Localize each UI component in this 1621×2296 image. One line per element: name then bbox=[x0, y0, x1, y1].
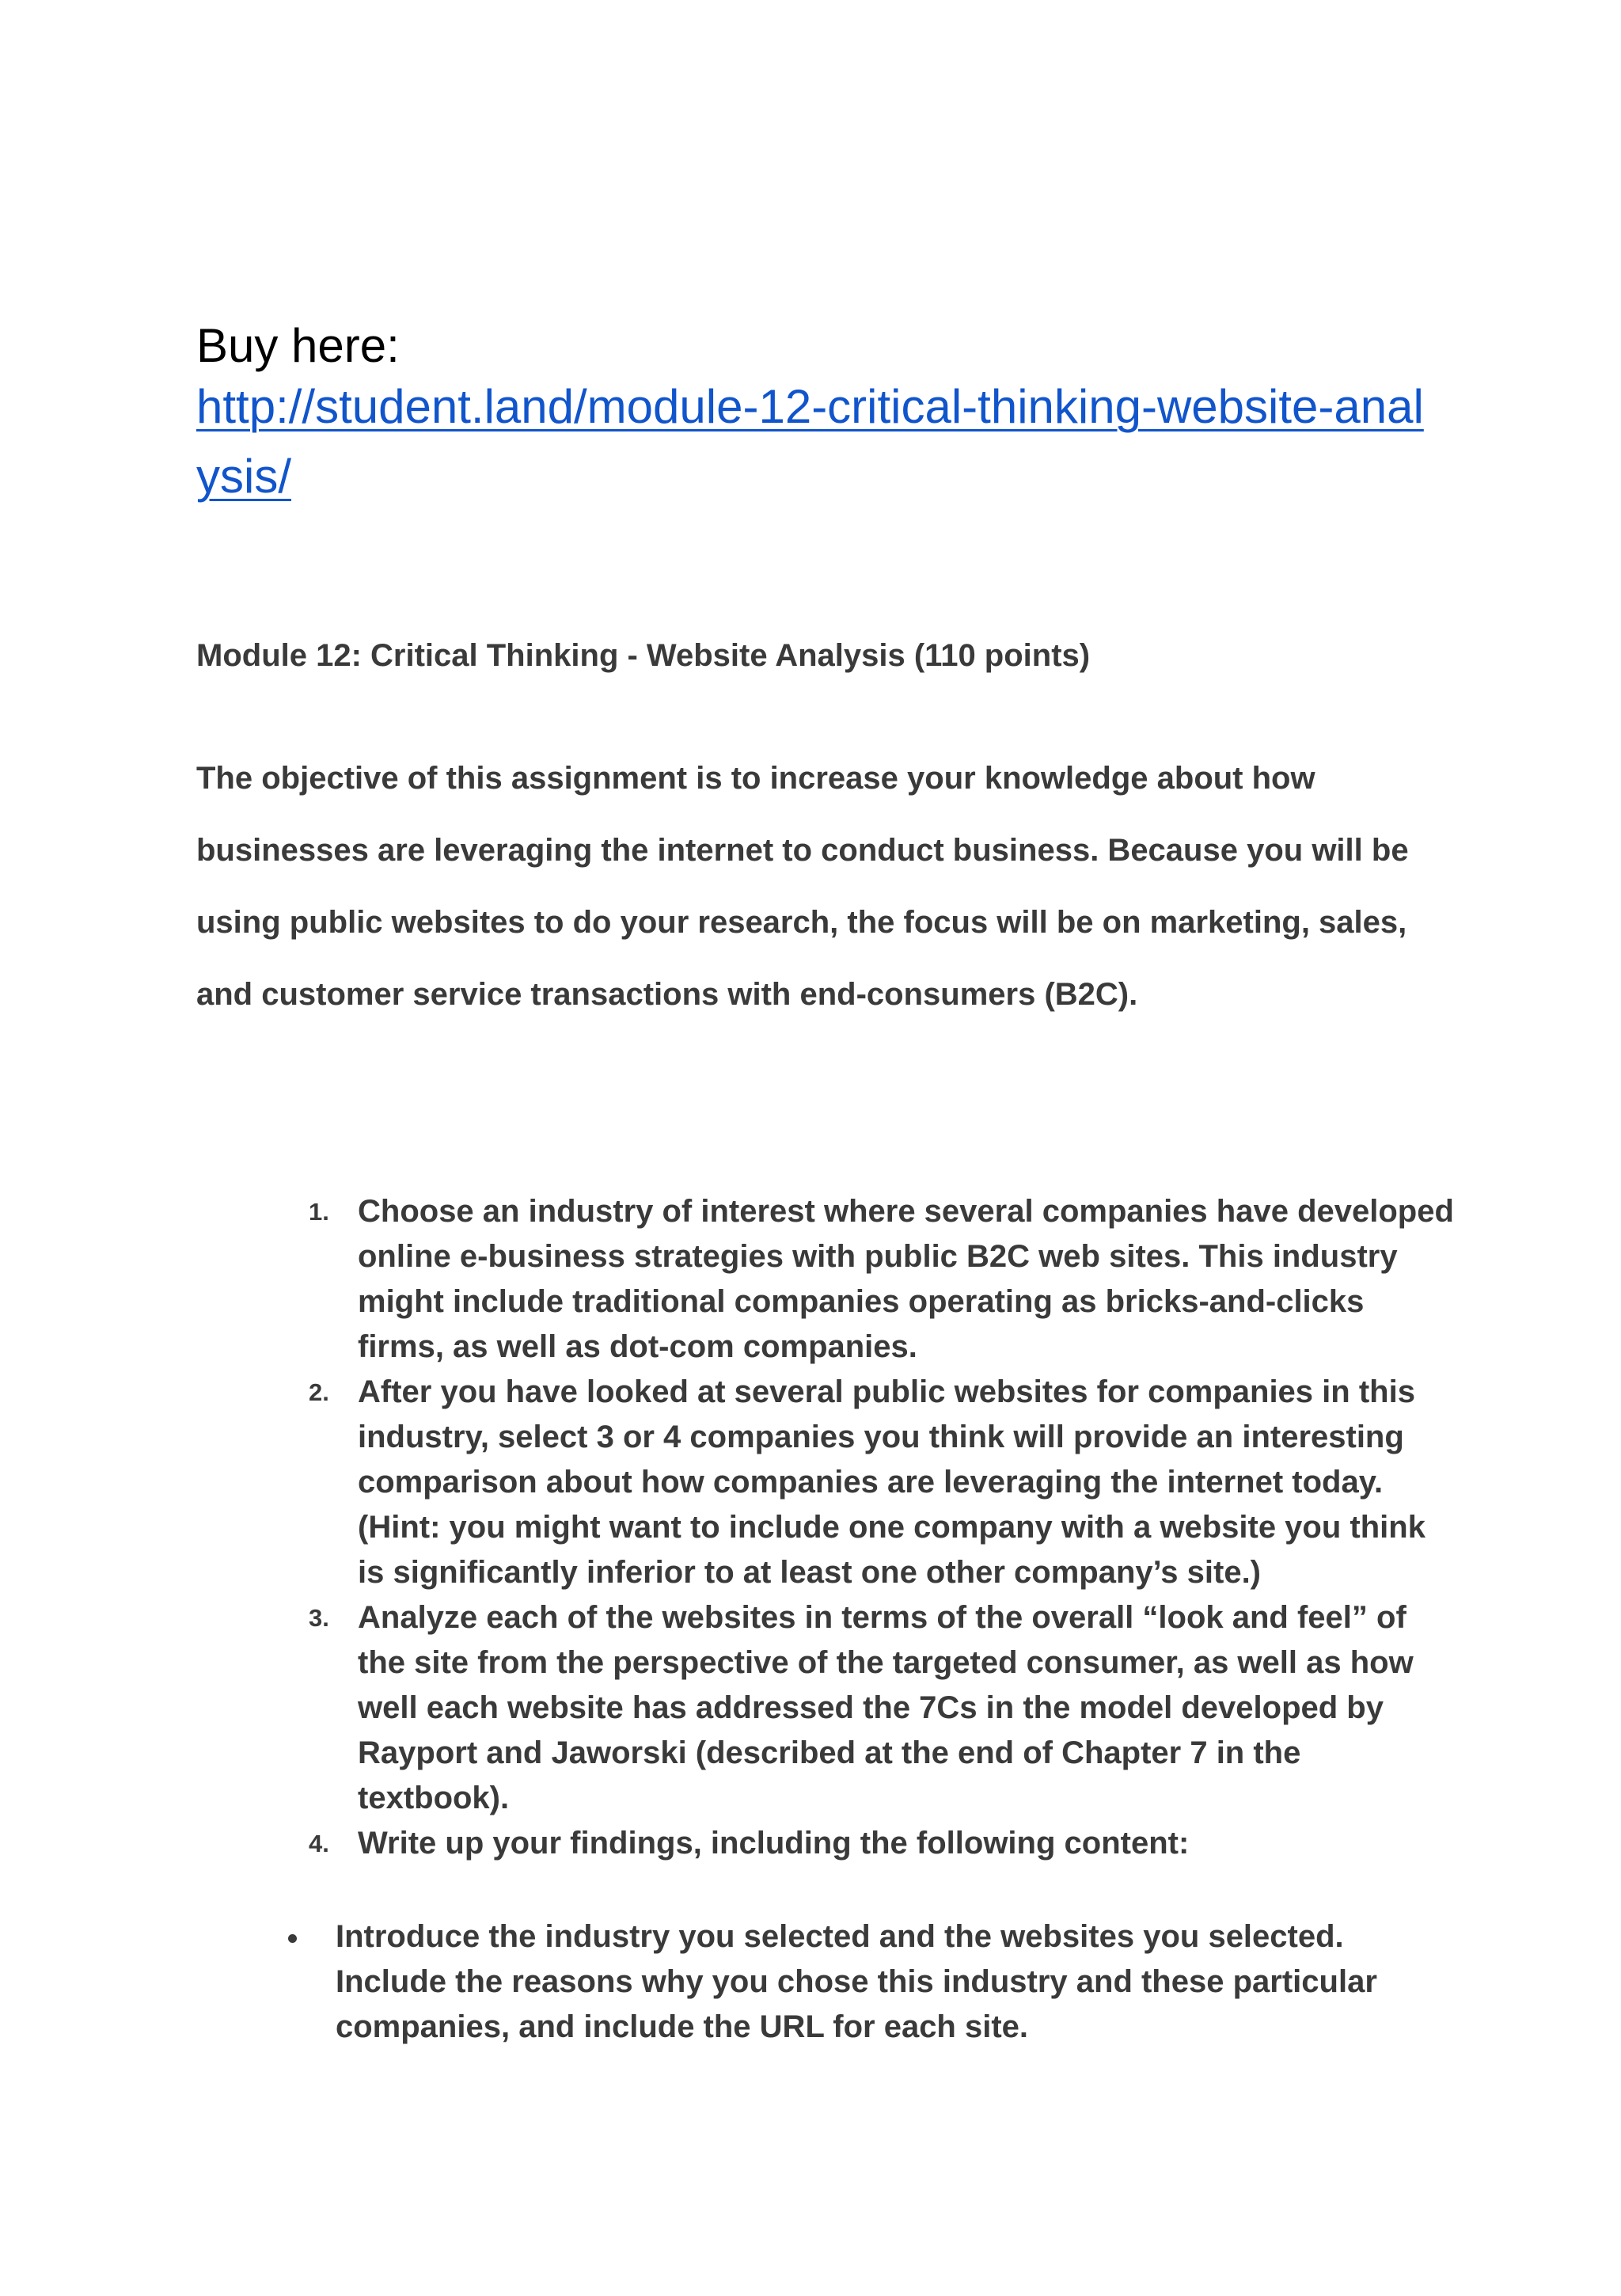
buy-here-label: Buy here: bbox=[196, 319, 400, 372]
list-item-number: 1. bbox=[309, 1198, 329, 1226]
assignment-title: Module 12: Critical Thinking - Website Analysis (110 points) bbox=[196, 638, 1091, 673]
list-item-text: Analyze each of the websites in terms of the overall “look and feel” of the site from the perspective of the targeted consumer, as well as how well each website has addressed the 7Cs in the model developed by Rayport and Jaworski (described at the end of Chapter 7 in the textbook). bbox=[358, 1600, 1414, 1815]
list-item-number: 3. bbox=[309, 1604, 329, 1632]
list-item bbox=[301, 1595, 1456, 1821]
list-item-number: 2. bbox=[309, 1378, 329, 1406]
steps-list bbox=[301, 1189, 1456, 1866]
bullet-item-text: Introduce the industry you selected and the websites you selected. Include the reasons why you chose this industry and these particular companies, and include the URL for each site. bbox=[336, 1919, 1377, 2044]
list-item-number: 4. bbox=[309, 1830, 329, 1857]
objective-paragraph: The objective of this assignment is to increase your knowledge about how businesses are leveraging the internet to conduct business. Because you will be using public websites to do your research, the focus will be on marketing, sales, and customer service transactions with end-consumers (B2C). bbox=[196, 761, 1409, 1012]
list-item-text: Write up your findings, including the following content: bbox=[358, 1826, 1190, 1861]
list-item bbox=[301, 1189, 1456, 1370]
list-item-text: After you have looked at several public websites for companies in this industry, select 3 or 4 companies you think will provide an interesting comparison about how companies are leveraging the internet today. (Hint: you might want to include one company with a website you think is significantly inferior to at least one other company’s site.) bbox=[358, 1374, 1425, 1590]
purchase-link[interactable]: http://student.land/module-12-critical-thinking-website-analysis/ bbox=[196, 380, 1424, 503]
findings-bullet-list bbox=[285, 1914, 1456, 2050]
list-item bbox=[301, 1821, 1456, 1866]
bullet-item bbox=[285, 1914, 1456, 2050]
list-item-text: Choose an industry of interest where several companies have developed online e-business strategies with public B2C web sites. This industry might include traditional companies operating as bricks-and-clicks firms, as well as dot-com companies. bbox=[358, 1194, 1454, 1364]
list-item bbox=[301, 1370, 1456, 1595]
bullet-dot-icon bbox=[288, 1934, 297, 1943]
